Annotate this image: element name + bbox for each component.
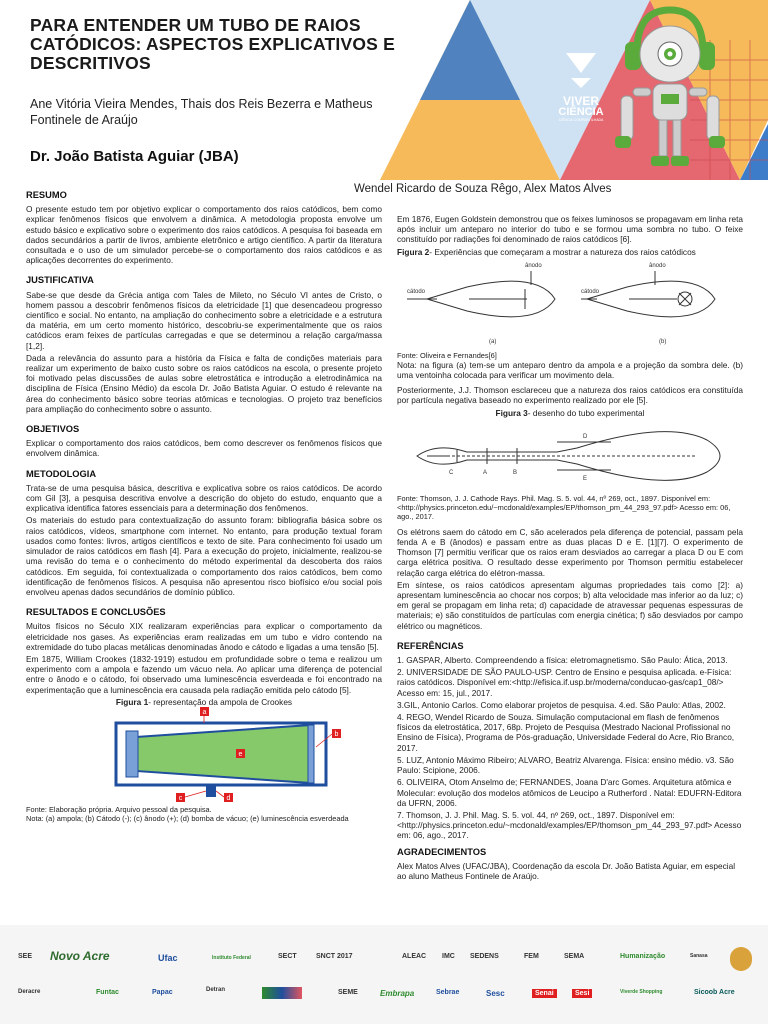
figure-1-crookes-tube	[26, 707, 382, 805]
paragraph: O presente estudo tem por objetivo explicar o comportamento dos raios catódicos, bem como explicar fenômenos físicos que envolvem a dinâmica. A metodologia proposta envolve um estudo básico e explicativo sobre o experimento dos raios catódicos. A pesquisa foi baseada em dados secundários a partir de livros, ambiente eletrônico e artigo científico. A partir da literatura consultada e o uso de um simulador percebe-se o comportamento dos raios catódicos e as aplicações decorrentes do experimento.	[26, 204, 382, 266]
paragraph: Em 1876, Eugen Goldstein demonstrou que os feixes luminosos se propagavam em linha reta após incluir um anteparo no interior do tubo e se formou uma sombra no tubo. O feixe constituído por radiações foi denominado de raios catódicos [6].	[397, 214, 743, 245]
svg-text:E: E	[583, 475, 588, 482]
logo-papac: Papac	[152, 989, 173, 996]
logo-sesc: Sesc	[486, 989, 505, 998]
caption-text: - representação da ampola de Crookes	[148, 696, 293, 707]
left-column	[26, 190, 382, 823]
logo-novo-acre: Novo Acre	[50, 949, 110, 963]
fig1-label-b: b	[334, 730, 339, 738]
logo-imc: IMC	[442, 953, 455, 960]
fig2-label-b: (b)	[659, 338, 667, 345]
reference-item: 7. Thomson, J. J. Phil. Mag. S. 5. vol. 44, nº 269, oct., 1897. Disponível em:<http://physics.princeton.edu/~mcdonald/examples/EP/thomson_pm_44_293_97.pdf> Acesso em: 06, ago., 2017.	[397, 809, 742, 841]
svg-text:C: C	[449, 469, 454, 476]
logo-seme: SEME	[338, 989, 358, 996]
figure-2-source: Fonte: Oliveira e Fernandes[6]	[397, 350, 497, 360]
figure-2-goldstein-experiment	[397, 257, 743, 351]
reference-item: 3.GIL, Antonio Carlos. Como elaborar projetos de pesquisa. 4.ed. São Paulo: Atlas, 2002.	[397, 699, 726, 710]
reference-item: 6. OLIVEIRA, Otom Anselmo de; FERNANDES, Joana D'arc Gomes. Arquitetura atômica e Molecular: evolução dos modelos atômicos de Leucipo a Rutherford . Natal: EDUFRN-Editora da UFRN, 2006.	[397, 777, 742, 808]
logo-aleac: ALEAC	[402, 953, 427, 960]
paragraph: Em síntese, os raios catódicos apresentam algumas propriedades tais como [2]: a) apresentam luminescência ao chocar nos corpos; b) alta velocidade mas inferior ao da luz; c) em geral se propagam em linha reta; d) capacidade de atravessar pequenas espessuras de materiais; e) são constituídos de partículas com energia cinética; f) são desviados por campo elétrico ou magnéticos.	[397, 579, 743, 631]
coauthors: Wendel Ricardo de Souza Rêgo, Alex Matos Alves	[354, 183, 612, 195]
fig1-label-e: e	[238, 750, 243, 758]
paragraph: Muitos físicos no Século XIX realizaram experiências para explicar o comportamento da eletricidade nos gases. As experiências eram realizadas em um tubo e vidro contendo na extremidade do tubo placas metálicas denominadas ânodo e cátodo e ligadas a uma tensão [5].	[26, 621, 382, 652]
section-title: OBJETIVOS	[26, 424, 80, 435]
paragraph: Os elétrons saem do cátodo em C, são acelerados pela diferença de potencial, passam pela fenda A e B (ânodos) e passam entre as duas placas D e E. [1][7]. O experimento de Thomson [7] permitiu verificar que os raios eram desviados ao carregar a placa D ou E com carga elétrica positiva. O resultado desse experimento por Thomson permitiu estabelecer relação carga elétrica do elétron-massa.	[397, 526, 743, 578]
logo-ufac: Ufac	[158, 953, 178, 963]
robot-mascot-icon	[615, 2, 725, 177]
svg-text:B: B	[513, 469, 518, 476]
logo-mark-icon	[561, 48, 601, 90]
section-referencias	[397, 641, 743, 841]
logo-humanizacao: Humanização	[620, 953, 666, 960]
logo-detran: Detran	[206, 987, 226, 993]
paragraph: Trata-se de uma pesquisa básica, descritiva e explicativa sobre os raios catódicos. De acordo com Gil [3], a pesquisa descritiva envolve a descrição do objeto do estudo, enquanto que a explicativa identifica fatores essenciais para a determinação dos fenômenos.	[26, 482, 382, 514]
section-title: JUSTIFICATIVA	[26, 275, 94, 286]
poster-header	[0, 0, 768, 180]
section-metodologia	[26, 469, 382, 597]
reference-item: 1. GASPAR, Alberto. Compreendendo a física: eletromagnetismo. São Paulo: Ática, 2013.	[397, 655, 728, 666]
section-objetivos	[26, 424, 382, 459]
caption-label: Figura 1	[115, 696, 149, 707]
section-resultados	[26, 607, 382, 823]
paragraph: Posteriormente, J.J. Thomson esclareceu que a natureza dos raios catódicos era constituída por partícula negativa baseado no experimento realizado por ele [5].	[397, 385, 743, 406]
logo-snct: SNCT 2017	[316, 953, 353, 960]
paragraph: Em 1875, William Crookes (1832-1919) estudou em profundidade sobre o tema e realizou um experimento com a ampola e fazendo um vácuo nela. Ao aplicar uma diferença de potencial entre o ânodo e o cátodo, foi observado uma luminescência esverdeada e foi encontrado na experimentação que a luminescência era causada pela radiação emitida pelo cátodo [5].	[26, 653, 382, 695]
section-agradecimentos	[397, 847, 743, 882]
fig1-label-d: d	[226, 794, 231, 802]
logo-fem: FEM	[524, 953, 539, 960]
figure-3-thomson-tube	[397, 418, 743, 494]
section-justificativa	[26, 275, 382, 414]
section-title: RESUMO	[26, 190, 67, 200]
reference-item: 4. REGO, Wendel Ricardo de Souza. Simulação computacional em flash de fenômenos físicos da eletrostática, 2017, 68p. Projeto de Pesquisa (Mestrado Nacional Profissional no Ensino de Física), Programa de Pós-graduação, Universidade Federal do Acre, Rio Branco, 2017.	[397, 712, 735, 753]
fig2-label-a: (a)	[489, 338, 497, 345]
fig2-catodo-b: cátodo	[581, 288, 600, 295]
fig2-anodo-a: ânodo	[525, 262, 542, 269]
section-title: AGRADECIMENTOS	[397, 846, 487, 857]
right-column	[397, 214, 743, 883]
logo-sicoob: Sicoob Acre	[694, 989, 735, 996]
logo-line2: CIÊNCIA	[558, 106, 604, 118]
fig2-catodo-a: cátodo	[407, 288, 426, 295]
figure-1-note: Nota: (a) ampola; (b) Cátodo (-); (c) ânodo (+); (d) bomba de vácuo; (e) luminescência esverdeada	[26, 813, 349, 823]
section-title: METODOLOGIA	[26, 468, 97, 479]
logo-senai: Senai	[532, 989, 557, 998]
viver-ciencia-logo	[548, 48, 614, 123]
paragraph: Sabe-se que desde da Grécia antiga com Tales de Mileto, no Século VI antes de Cristo, o homem passou a descobrir fenômenos físicos da eletricidade [1] que desencadeou progresso científico e social. No entanto, na ampliação do conhecimento sobre a eletricidade e a estrutura da matéria, em um certo momento histórico, descobriu-se experimentalmente que os raios catódicos eram feixes de partículas carregadas e que se determinou a relação carga/massa [1,2].	[26, 289, 382, 351]
paragraph: Os materiais do estudo para contextualização do assunto foram: bibliografia básica sobre os raios catódicos, vídeos, smartphone com internet. No entanto, para produção textual foram usados como fontes: livros, artigos científicos e texto de site. Para conhecimento foi usado um simulador de raios catódicos em flash [4]. Para a execução do projeto, inicialmente, realizou-se uma revisão do tema e o conhecimento do método experimental da descoberta dos raios catódicos. Em seguida, foi contextualizada o comportamento dos raios catódicos, bem como identificação de fenômenos físicos. A pesquisa não apresentou risco biofísico e/ou social pois envolveu apenas dados secundários de domínio público.	[26, 515, 382, 597]
fig1-label-c: c	[178, 794, 183, 802]
reference-item: 5. LUZ, Antonio Máximo Ribeiro; ALVARO, Beatriz Alvarenga. Física: ensino médio. v3. São Paulo: Scipione, 2006.	[397, 754, 734, 776]
svg-text:D: D	[583, 433, 588, 440]
section-resumo	[26, 190, 382, 265]
figure-1-source: Fonte: Elaboração própria. Arquivo pessoal da pesquisa.	[26, 804, 212, 814]
caption-label: Figura 3	[495, 407, 528, 418]
logo-sect: SECT	[278, 953, 297, 960]
logo-acre-seal-icon	[730, 947, 752, 971]
logo-line1: VIVER	[562, 94, 599, 108]
caption-text: - Experiências que começaram a mostrar a natureza dos raios catódicos	[429, 246, 696, 257]
section-title: RESULTADOS E CONCLUSÕES	[26, 607, 166, 618]
logo-sedens: SEDENS	[470, 953, 499, 960]
poster-title: PARA ENTENDER UM TUBO DE RAIOS CATÓDICOS: ASPECTOS EXPLICATIVOS E DESCRITIVOS	[30, 15, 395, 73]
logo-funtac: Funtac	[96, 989, 119, 996]
section-title: REFERÊNCIAS	[397, 640, 464, 651]
fig1-label-a: a	[202, 708, 207, 716]
sponsor-logos-footer	[0, 925, 768, 1024]
logo-sebrae: Sebrae	[436, 989, 460, 996]
authors: Ane Vitória Vieira Mendes, Thais dos Reis Bezerra e Matheus Fontinele de Araújo	[30, 97, 373, 127]
figure-3-caption	[397, 408, 743, 418]
figure-1-caption	[26, 697, 382, 707]
caption-text: - desenho do tubo experimental	[527, 407, 645, 418]
paragraph: Dada a relevância do assunto para a história da Física e falta de condições materiais para realizar um experimento de baixo custo sobre os raios catódicos na escola, o presente projeto foi motivado pelas discussões de aulas sobre eletrostática e introdução a eletrodinâmica na disciplina de Física (Ensino Médio) da escola Dr. João Batista Aguiar. O estudo é relevante na área do conhecimento básico sobre teorias atômicas e tecnologias. O projeto traz benefícios para ampliação do conhecimento sobre o assunto.	[26, 352, 382, 414]
logo-sesi: Sesi	[572, 989, 592, 998]
logo-tag: CIÊNCIA COMPARTILHADA	[558, 118, 604, 122]
logo-deracre: Deracre	[18, 989, 41, 995]
reference-item: 2. UNIVERSIDADE DE SÃO PAULO-USP. Centro de Ensino e pesquisa aplicada. e-Física: raios catódicos. Disponível em:<http://efisica.if.usp.br/moderna/conducao-gas/cap1_08/> Acesso em: 15, jul., 2017.	[397, 667, 732, 698]
caption-label: Figura 2	[397, 246, 430, 257]
logo-buildings-icon	[262, 987, 302, 999]
logo-sema: SEMA	[564, 953, 585, 960]
logo-instituto-federal: Instituto Federal	[212, 955, 251, 961]
fig2-anodo-b: ânodo	[649, 262, 666, 269]
figure-3-source: Fonte: Thomson, J. J. Cathode Rays. Phil. Mag. S. 5. vol. 44, nº 269, oct., 1897. Disponível em:<http://physics.princeton.edu/~mcdonald/examples/EP/thomson_pm_44_293_97.pdf> Acesso em: 06, ago., 2017.	[397, 493, 731, 521]
logo-sanasa: Sanasa	[690, 953, 708, 959]
logo-embrapa: Embrapa	[380, 989, 415, 998]
logo-viverde: Viverde Shopping	[620, 989, 663, 995]
paragraph: Alex Matos Alves (UFAC/JBA), Coordenação da escola Dr. João Batista Aguiar, em especial ao aluno Matheus Fontinele de Araújo.	[397, 860, 736, 881]
figure-2-caption	[397, 247, 743, 257]
svg-text:A: A	[483, 469, 488, 476]
paragraph: Explicar o comportamento dos raios catódicos, bem como descrever os fenômenos físicos que envolvem dinâmica.	[26, 438, 382, 459]
figure-2-note: Nota: na figura (a) tem-se um anteparo dentro da ampola e a projeção da sombra dele. (b) uma ventoinha colocada para verificar um movimento dela.	[397, 359, 743, 381]
advisor: Dr. João Batista Aguiar (JBA)	[30, 148, 239, 165]
logo-see: SEE	[18, 953, 33, 960]
